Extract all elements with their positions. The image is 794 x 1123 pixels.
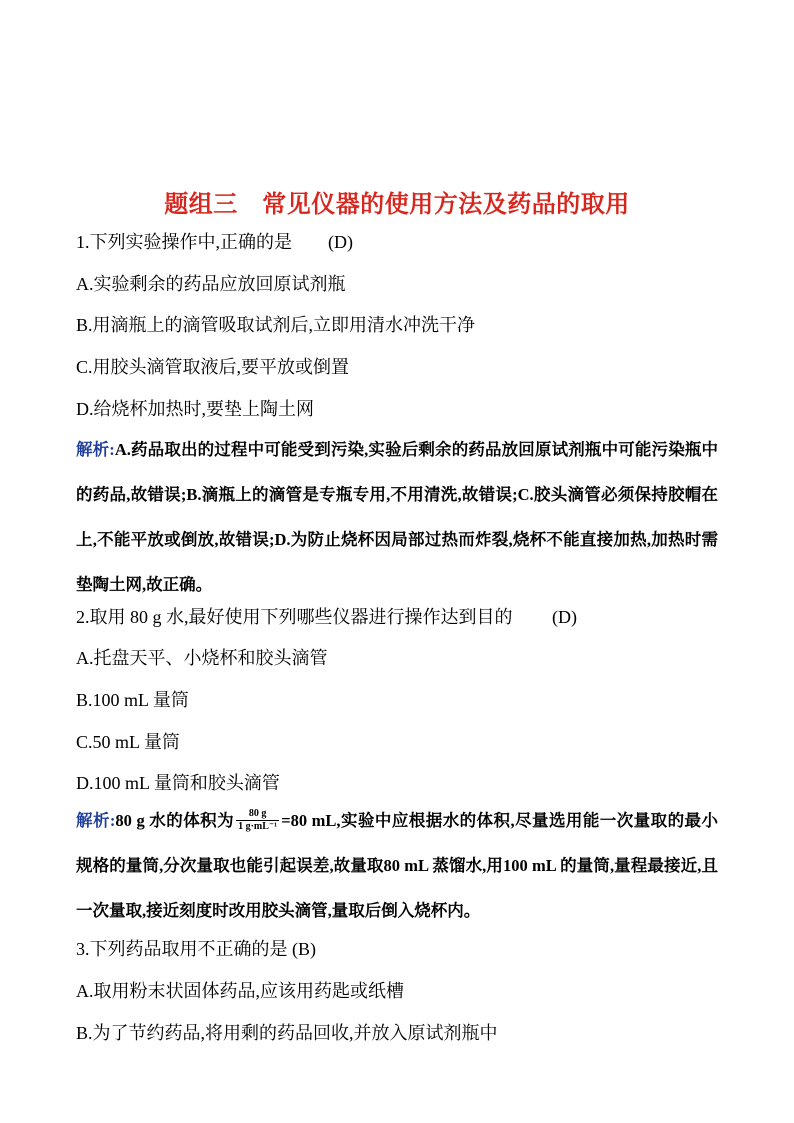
- fraction: [236, 808, 279, 833]
- question-3-option-a: A.取用粉末状固体药品,应该用药匙或纸槽: [76, 981, 404, 1001]
- analysis-text-post: =80 mL,实验中应根据水的体积,尽量选用能一次量取的最小规格的量筒,分次量取也能引起误差,故量取80 mL 蒸馏水,用100 mL 的量筒,量程最接近,且一次量取,接近刻度时改用胶头滴管,量取后倒入烧杯内。: [76, 811, 719, 920]
- question-1-option-c: C.用胶头滴管取液后,要平放或倒置: [76, 357, 350, 377]
- question-2-analysis: [76, 798, 718, 933]
- question-1-stem: [76, 230, 353, 254]
- question-3-stem: 3.下列药品取用不正确的是 (B): [76, 939, 316, 959]
- question-2-stem: [76, 605, 577, 629]
- question-2-option-c: C.50 mL 量筒: [76, 732, 180, 752]
- analysis-label: 解析:: [76, 811, 116, 830]
- fraction-denominator: 1 g·mL⁻¹: [238, 820, 278, 832]
- question-3-option-b: B.为了节约药品,将用剩的药品回收,并放入原试剂瓶中: [76, 1023, 498, 1043]
- question-1-text: 1.下列实验操作中,正确的是: [76, 232, 292, 252]
- question-2-option-d: D.100 mL 量筒和胶头滴管: [76, 773, 280, 793]
- section-title: 题组三 常见仪器的使用方法及药品的取用: [164, 190, 630, 218]
- question-2-text: 2.取用 80 g 水,最好使用下列哪些仪器进行操作达到目的: [76, 607, 513, 627]
- analysis-text: A.药品取出的过程中可能受到污染,实验后剩余的药品放回原试剂瓶中可能污染瓶中的药品,故错误;B.滴瓶上的滴管是专瓶专用,不用清洗,故错误;C.胶头滴管必须保持胶帽在上,不能平放或倒放,故错误;D.为防止烧杯因局部过热而炸裂,烧杯不能直接加热,加热时需垫陶土网,故正确。: [76, 440, 718, 594]
- fraction-numerator: 80 g: [236, 808, 279, 821]
- question-1-option-d: D.给烧杯加热时,要垫上陶土网: [76, 399, 314, 419]
- question-2-option-a: A.托盘天平、小烧杯和胶头滴管: [76, 648, 328, 668]
- question-1-answer: (D): [328, 232, 353, 252]
- question-1-option-a: A.实验剩余的药品应放回原试剂瓶: [76, 274, 346, 294]
- question-1-option-b: B.用滴瓶上的滴管吸取试剂后,立即用清水冲洗干净: [76, 315, 476, 335]
- question-2-answer: (D): [552, 607, 577, 627]
- question-1-analysis: [76, 427, 718, 607]
- analysis-text-pre: 80 g 水的体积为: [115, 811, 235, 830]
- question-2-option-b: B.100 mL 量筒: [76, 690, 189, 710]
- analysis-label: 解析:: [76, 440, 115, 459]
